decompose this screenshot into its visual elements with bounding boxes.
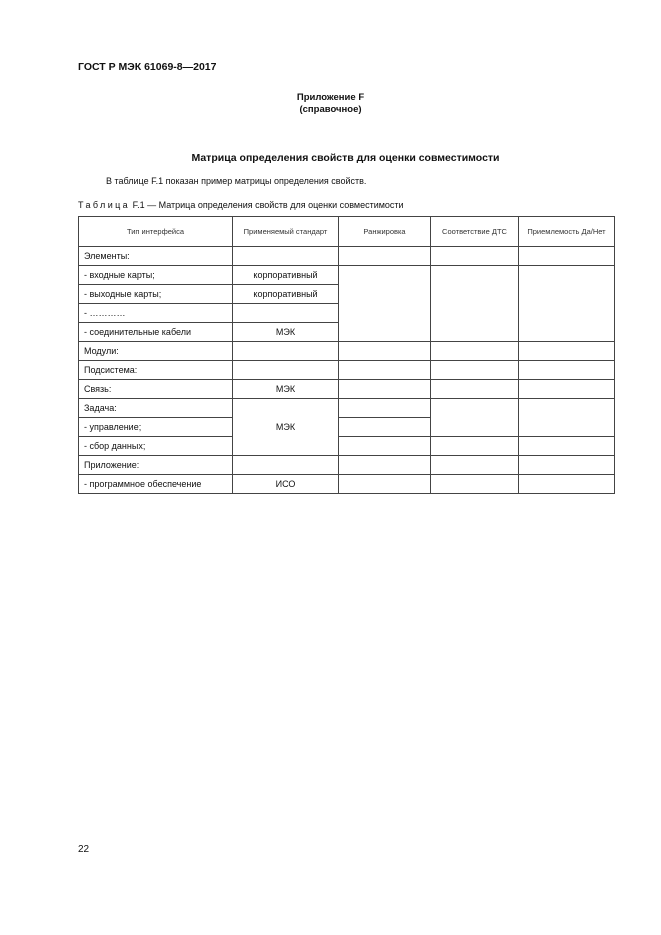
cell-ranking [339, 266, 431, 342]
page-number: 22 [78, 844, 90, 855]
cell-acceptability [519, 361, 615, 380]
cell-interface-type: - соединительные кабели [79, 323, 233, 342]
table-row [79, 399, 615, 418]
cell-standard [233, 304, 339, 323]
table-header-row [79, 217, 615, 247]
col-header-interface-type: Тип интерфейса [79, 217, 233, 247]
table-row [79, 361, 615, 380]
cell-interface-type: Задача: [79, 399, 233, 418]
cell-dts-compliance [431, 437, 519, 456]
table-row [79, 266, 615, 285]
cell-interface-type: Приложение: [79, 456, 233, 475]
cell-standard [233, 456, 339, 475]
cell-standard [233, 247, 339, 266]
cell-standard: корпоративный [233, 285, 339, 304]
cell-interface-type: - управление; [79, 418, 233, 437]
annex-heading [0, 92, 661, 116]
cell-interface-type: - ………… [79, 304, 233, 323]
property-matrix-table [78, 216, 615, 494]
cell-ranking [339, 380, 431, 399]
document-header: ГОСТ Р МЭК 61069-8—2017 [78, 61, 217, 73]
cell-standard: корпоративный [233, 266, 339, 285]
table-row [79, 342, 615, 361]
cell-interface-type: Связь: [79, 380, 233, 399]
cell-dts-compliance [431, 342, 519, 361]
cell-acceptability [519, 399, 615, 437]
col-header-dts-compliance: Соответствие ДТС [431, 217, 519, 247]
cell-acceptability [519, 456, 615, 475]
cell-standard: МЭК [233, 380, 339, 399]
col-header-standard: Применяемый стандарт [233, 217, 339, 247]
annex-subtitle: (справочное) [299, 104, 362, 115]
cell-acceptability [519, 380, 615, 399]
cell-ranking [339, 437, 431, 456]
cell-standard: МЭК [233, 323, 339, 342]
cell-ranking [339, 456, 431, 475]
cell-interface-type: - сбор данных; [79, 437, 233, 456]
cell-ranking [339, 475, 431, 494]
cell-dts-compliance [431, 361, 519, 380]
cell-interface-type: - программное обеспечение [79, 475, 233, 494]
section-title: Матрица определения свойств для оценки совместимости [191, 152, 500, 164]
cell-standard [233, 361, 339, 380]
cell-dts-compliance [431, 247, 519, 266]
cell-acceptability [519, 342, 615, 361]
cell-acceptability [519, 475, 615, 494]
col-header-acceptability: Приемлемость Да/Нет [519, 217, 615, 247]
table-caption-prefix: Таблица [78, 200, 131, 210]
cell-dts-compliance [431, 380, 519, 399]
cell-interface-type: - выходные карты; [79, 285, 233, 304]
cell-ranking [339, 361, 431, 380]
cell-interface-type: - входные карты; [79, 266, 233, 285]
cell-dts-compliance [431, 399, 519, 437]
cell-standard: МЭК [233, 399, 339, 456]
cell-dts-compliance [431, 266, 519, 342]
cell-dts-compliance [431, 456, 519, 475]
col-header-ranking: Ранжировка [339, 217, 431, 247]
cell-standard: ИСО [233, 475, 339, 494]
cell-interface-type: Модули: [79, 342, 233, 361]
cell-interface-type: Подсистема: [79, 361, 233, 380]
table-row [79, 475, 615, 494]
cell-acceptability [519, 266, 615, 342]
cell-standard [233, 342, 339, 361]
cell-ranking [339, 418, 431, 437]
table-row [79, 437, 615, 456]
table-row [79, 456, 615, 475]
cell-dts-compliance [431, 475, 519, 494]
table-row [79, 247, 615, 266]
cell-acceptability [519, 247, 615, 266]
cell-ranking [339, 247, 431, 266]
intro-paragraph: В таблице F.1 показан пример матрицы определения свойств. [106, 176, 367, 186]
cell-ranking [339, 399, 431, 418]
table-caption [78, 200, 404, 210]
annex-title: Приложение F [296, 92, 365, 103]
table-caption-text: F.1 — Матрица определения свойств для оценки совместимости [130, 200, 404, 210]
cell-ranking [339, 342, 431, 361]
cell-interface-type: Элементы: [79, 247, 233, 266]
cell-acceptability [519, 437, 615, 456]
table-row [79, 380, 615, 399]
